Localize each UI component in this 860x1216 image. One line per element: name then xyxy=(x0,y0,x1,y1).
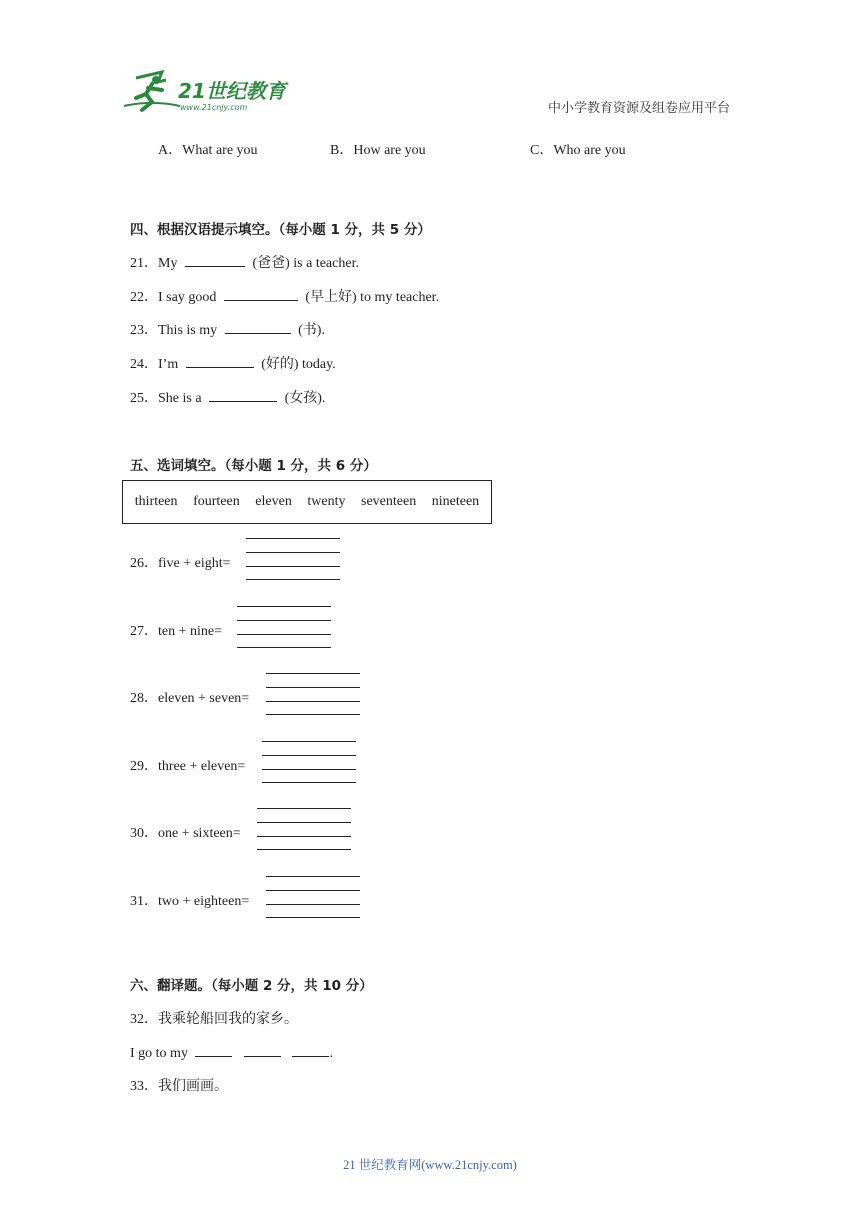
answer-lines[interactable] xyxy=(246,538,340,580)
option-a: A．What are you xyxy=(158,143,258,158)
answer-blank[interactable] xyxy=(185,253,245,267)
question-21: 21．My (爸爸) is a teacher. xyxy=(130,252,359,272)
section-4-title: 四、根据汉语提示填空。（每小题 1 分，共 5 分） xyxy=(130,222,431,238)
question-32-answer: I go to my . xyxy=(130,1043,333,1062)
logo xyxy=(122,68,292,114)
question-25: 25．She is a (女孩). xyxy=(130,387,325,407)
question-24: 24．I’m (好的) today. xyxy=(130,353,336,373)
answer-lines[interactable] xyxy=(262,741,356,783)
question-31: 31．two + eighteen= xyxy=(130,894,250,909)
answer-blank[interactable] xyxy=(209,388,277,402)
answer-blank[interactable] xyxy=(244,1043,281,1057)
answer-blank[interactable] xyxy=(195,1043,232,1057)
question-33: 33．我们画画。 xyxy=(130,1079,228,1094)
option-b: B．How are you xyxy=(330,143,426,158)
svg-text:www.21cnjy.com: www.21cnjy.com xyxy=(180,103,248,112)
section-6-title: 六、翻译题。（每小题 2 分，共 10 分） xyxy=(130,978,373,994)
word-bank xyxy=(122,480,492,524)
question-29: 29．three + eleven= xyxy=(130,759,246,774)
question-27: 27．ten + nine= xyxy=(130,624,222,639)
answer-lines[interactable] xyxy=(266,673,360,715)
answer-blank[interactable] xyxy=(186,354,254,368)
question-28: 28．eleven + seven= xyxy=(130,691,250,706)
word-bank-item: seventeen xyxy=(361,494,417,509)
platform-name: 中小学教育资源及组卷应用平台 xyxy=(547,100,730,115)
question-22: 22．I say good (早上好) to my teacher. xyxy=(130,286,439,306)
question-30: 30．one + sixteen= xyxy=(130,826,241,841)
option-c: C．Who are you xyxy=(530,143,626,158)
runner-logo-icon xyxy=(122,68,292,114)
question-32: 32．我乘轮船回我的家乡。 xyxy=(130,1012,298,1027)
answer-blank[interactable] xyxy=(292,1043,329,1057)
word-bank-item: twenty xyxy=(307,494,346,509)
answer-blank[interactable] xyxy=(224,287,298,301)
question-26: 26．five + eight= xyxy=(130,556,231,571)
answer-lines[interactable] xyxy=(266,876,360,918)
section-5-title: 五、选词填空。（每小题 1 分，共 6 分） xyxy=(130,458,377,474)
answer-lines[interactable] xyxy=(257,808,351,850)
word-bank-item: eleven xyxy=(255,494,292,509)
word-bank-item: nineteen xyxy=(431,494,480,509)
answer-blank[interactable] xyxy=(225,320,291,334)
footer: 21 世纪教育网(www.21cnjy.com) xyxy=(343,1158,517,1172)
answer-lines[interactable] xyxy=(237,606,331,648)
word-bank-item: fourteen xyxy=(193,494,240,509)
word-bank-item: thirteen xyxy=(134,494,178,509)
question-23: 23．This is my (书). xyxy=(130,319,325,339)
svg-text:21世纪教育: 21世纪教育 xyxy=(178,79,286,103)
